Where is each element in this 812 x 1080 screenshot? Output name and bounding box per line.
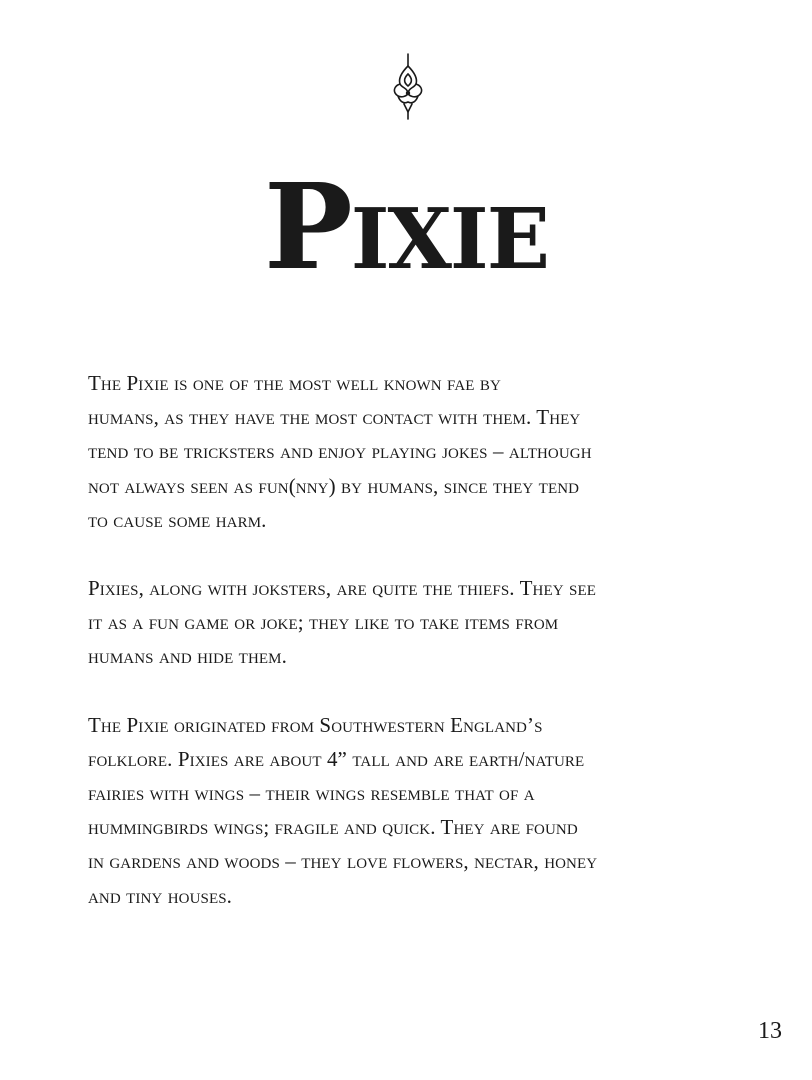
text-line: humans, as they have the most contact with them. They: [88, 405, 581, 430]
text-line: tend to be tricksters and enjoy playing jokes – although: [88, 439, 592, 464]
paragraph-1: [88, 366, 728, 537]
text-line: in gardens and woods – they love flowers, nectar, honey: [88, 849, 598, 874]
text-line: to cause some harm.: [88, 507, 267, 532]
page-title: Pixie: [263, 157, 549, 296]
text-line: and tiny houses.: [88, 883, 233, 908]
text-line: fairies with wings – their wings resemble that of a: [88, 781, 535, 806]
body-text: [88, 366, 728, 947]
text-line: Pixies, along with joksters, are quite the thiefs. They see: [88, 576, 596, 601]
text-line: hummingbirds wings; fragile and quick. They are found: [88, 815, 578, 840]
text-line: folklore. Pixies are about 4” tall and are earth/nature: [88, 746, 585, 771]
text-line: The Pixie originated from Southwestern England’s: [88, 712, 543, 737]
text-line: The Pixie is one of the most well known fae by: [88, 371, 501, 395]
text-line: not always seen as fun(nny) by humans, since they tend: [88, 473, 580, 498]
paragraph-2: [88, 571, 728, 674]
text-line: it as a fun game or joke; they like to take items from: [88, 610, 559, 635]
page-number: 13: [758, 1018, 782, 1044]
fleur-ornament-icon: [388, 52, 428, 122]
text-line: humans and hide them.: [88, 644, 287, 669]
paragraph-3: [88, 708, 728, 913]
